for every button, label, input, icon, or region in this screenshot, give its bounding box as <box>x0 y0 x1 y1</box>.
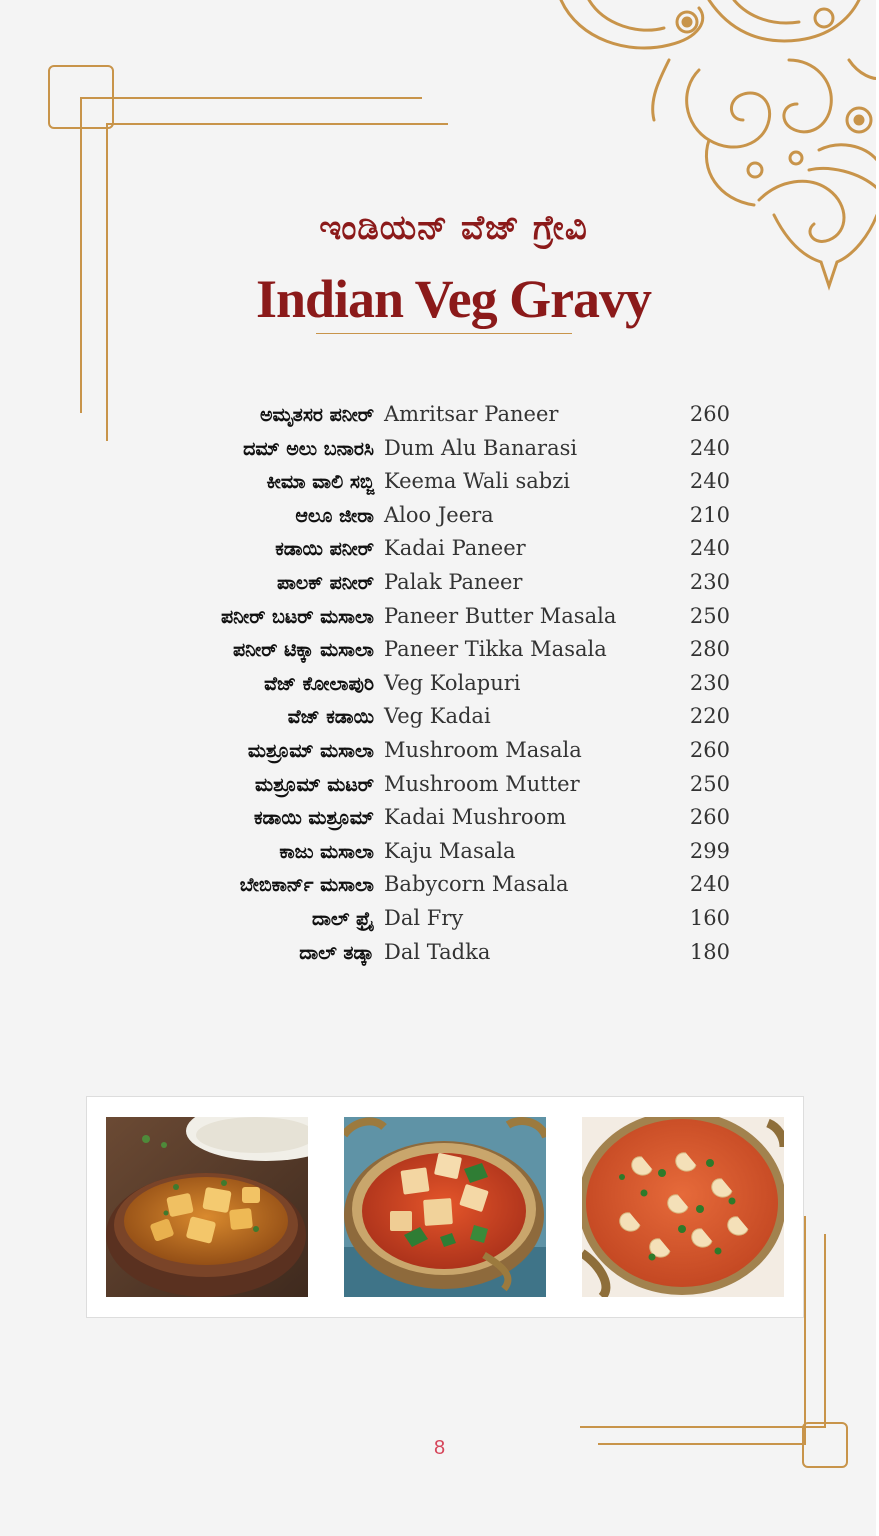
frame-line <box>824 1234 826 1428</box>
menu-item-name-kannada: ದಾಲ್ ಫ್ರೈ <box>311 907 374 930</box>
menu-item <box>100 567 740 601</box>
menu-item-price: 240 <box>689 536 730 561</box>
menu-item-price: 250 <box>689 771 730 796</box>
menu-item-name-kannada: ಮಶ್ರೂಮ್ ಮಟರ್ <box>255 773 374 796</box>
menu-item-name: Mushroom Mutter <box>384 771 580 796</box>
menu-item-name: Kadai Paneer <box>384 536 526 561</box>
menu-item <box>100 701 740 735</box>
menu-item-name: Amritsar Paneer <box>384 402 559 426</box>
frame-line <box>80 97 82 413</box>
food-photo-strip <box>86 1096 804 1318</box>
menu-item-name: Paneer Tikka Masala <box>384 637 607 662</box>
menu-item-price: 230 <box>689 569 730 594</box>
menu-item-name: Veg Kadai <box>384 704 491 729</box>
menu-item-price: 210 <box>689 502 730 527</box>
menu-item-name-kannada: ಕಾಜು ಮಸಾಲಾ <box>279 840 374 863</box>
menu-item-name: Mushroom Masala <box>384 737 582 762</box>
title-divider <box>316 333 572 334</box>
menu-item <box>100 903 740 937</box>
menu-item-price: 240 <box>689 435 730 460</box>
menu-item <box>100 836 740 870</box>
menu-item-name-kannada: ವೆಜ್ ಕಡಾಯಿ <box>287 706 374 729</box>
floral-ornament-icon <box>559 0 879 300</box>
menu-item-name-kannada: ಅಮೃತಸರ ಪನೀರ್ <box>259 404 374 426</box>
menu-item-name-kannada: ಮಶ್ರೂಮ್ ಮಸಾಲಾ <box>247 739 374 762</box>
menu-item-name-kannada: ಪನೀರ್ ಬಟರ್ ಮಸಾಲಾ <box>220 605 374 628</box>
menu-item <box>100 634 740 668</box>
menu-item-name-kannada: ಪನೀರ್ ಟಿಕ್ಕಾ ಮಸಾಲಾ <box>232 639 374 662</box>
menu-item <box>100 769 740 803</box>
menu-item-price: 299 <box>689 838 730 863</box>
menu-item-price: 240 <box>689 469 730 494</box>
menu-item-name: Aloo Jeera <box>384 502 494 527</box>
menu-item-price: 180 <box>689 939 730 964</box>
menu-item-price: 260 <box>689 737 730 762</box>
menu-item-name-kannada: ದಮ್ ಅಲು ಬನಾರಸಿ <box>243 437 374 460</box>
frame-line <box>106 123 448 125</box>
menu-item <box>100 668 740 702</box>
menu-item-name-kannada: ಆಲೂ ಜೀರಾ <box>295 504 374 527</box>
menu-item-price: 240 <box>689 872 730 897</box>
menu-item <box>100 802 740 836</box>
menu-item-price: 280 <box>689 637 730 662</box>
menu-item-name-kannada: ವೆಜ್ ಕೋಲಾಪುರಿ <box>264 672 374 695</box>
menu-item-name: Kadai Mushroom <box>384 805 567 830</box>
menu-item-name: Keema Wali sabzi <box>384 469 570 494</box>
paneer-curry-photo <box>106 1117 308 1297</box>
page-number: 8 <box>433 1437 446 1459</box>
menu-item <box>100 735 740 769</box>
menu-item-name: Veg Kolapuri <box>384 670 521 695</box>
menu-item-name: Palak Paneer <box>384 569 523 594</box>
menu-list <box>100 399 740 970</box>
menu-item-price: 220 <box>689 704 730 729</box>
menu-item-name-kannada: ಬೇಬಿಕಾರ್ನ್ ಮಸಾಲಾ <box>239 874 374 897</box>
menu-item <box>100 433 740 467</box>
menu-item-price: 230 <box>689 670 730 695</box>
menu-item-name: Babycorn Masala <box>384 872 569 897</box>
menu-item <box>100 399 740 433</box>
menu-item-name: Dal Fry <box>384 905 464 930</box>
menu-item <box>100 466 740 500</box>
frame-line <box>82 97 422 99</box>
menu-item-name: Paneer Butter Masala <box>384 603 617 628</box>
menu-item-name-kannada: ಕಡಾಯಿ ಮಶ್ರೂಮ್ <box>253 807 374 830</box>
page-title: Indian Veg Gravy <box>255 269 652 329</box>
page-title-kannada: ಇಂಡಿಯನ್ ವೆಜ್ ಗ್ರೇವಿ <box>319 208 588 248</box>
menu-item-price: 260 <box>689 805 730 830</box>
frame-line <box>804 1216 806 1445</box>
menu-item <box>100 533 740 567</box>
menu-item-name-kannada: ಕಡಾಯಿ ಪನೀರ್ <box>275 538 374 561</box>
menu-item-price: 260 <box>689 402 730 426</box>
kadai-paneer-photo <box>344 1117 546 1297</box>
menu-item-name-kannada: ಕೀಮಾ ವಾಲಿ ಸಬ್ಜಿ <box>266 471 374 494</box>
menu-item-price: 160 <box>689 905 730 930</box>
menu-item-price: 250 <box>689 603 730 628</box>
menu-item <box>100 869 740 903</box>
frame-line <box>580 1426 826 1428</box>
menu-item <box>100 500 740 534</box>
menu-item-name-kannada: ದಾಲ್ ತಡ್ಕಾ <box>299 941 374 964</box>
kaju-masala-photo <box>582 1117 784 1297</box>
menu-item <box>100 937 740 971</box>
menu-item-name: Dal Tadka <box>384 939 491 964</box>
menu-item-name: Kaju Masala <box>384 838 516 863</box>
menu-item-name: Dum Alu Banarasi <box>384 435 578 460</box>
menu-item-name-kannada: ಪಾಲಕ್ ಪನೀರ್ <box>277 571 374 594</box>
menu-item <box>100 601 740 635</box>
